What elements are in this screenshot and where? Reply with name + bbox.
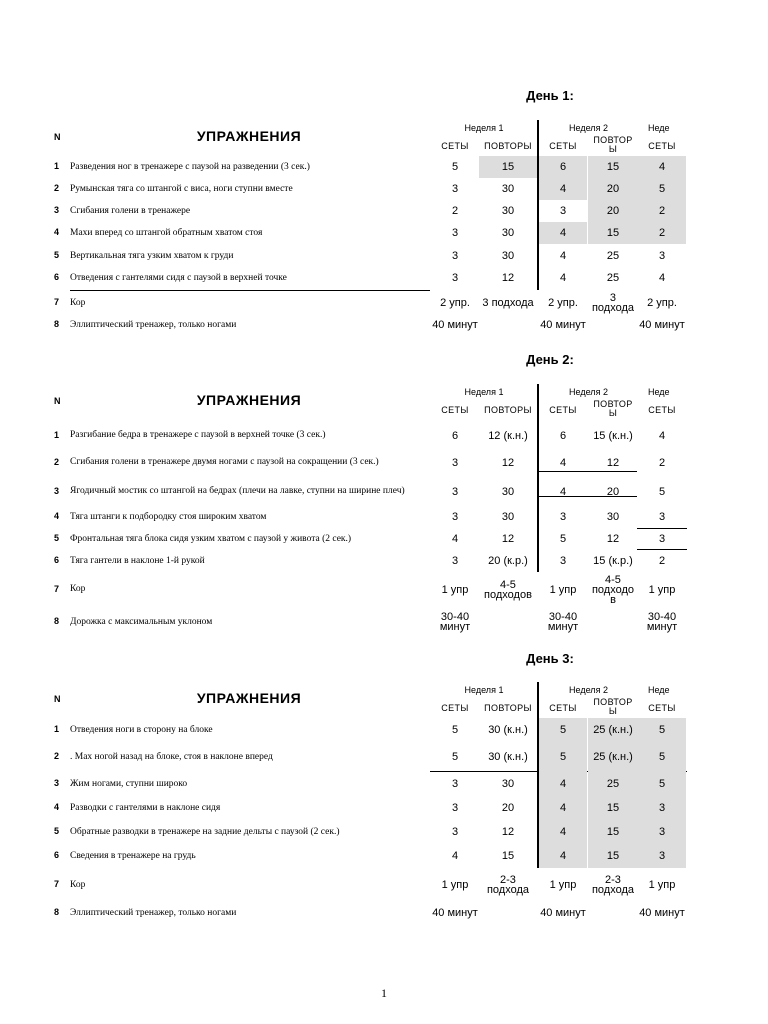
row-number: 5 [54,250,60,260]
week2-sets-cell: 4 [539,796,587,820]
week2-reps-cell: 30 [606,511,620,523]
column-header-week1-sets: СЕТЫ [441,703,469,713]
week-1-label: Неделя 1 [464,685,504,695]
week2-sets-cell: 4 [539,844,587,868]
week1-sets-cell: 3 [451,802,459,814]
week2-sets-cell: 4 [559,272,567,284]
week1-sets-cell: 30-40 минут [439,611,471,633]
week3-sets-cell: 3 [638,820,686,844]
week1-sets-cell: 5 [451,751,459,763]
week1-reps-cell: 30 [501,227,515,239]
week3-sets-cell: 5 [658,485,666,498]
exercise-row [0,868,768,902]
week2-reps-cell: 20 [588,178,638,200]
week1-sets-cell: 4 [451,850,459,862]
week1-reps-cell: 30 [501,485,515,498]
week1-sets-cell: 3 [451,826,459,838]
week3-sets-cell: 4 [658,429,666,442]
week1-reps-cell: 15 [479,156,537,178]
exercise-name: Отведения с гантелями сидя с паузой в верхней точке [70,273,287,283]
row-number: 7 [54,584,60,594]
week2-reps-cell: 25 (к.н.) [588,718,638,742]
row-number: 7 [54,879,60,889]
exercise-row [0,742,768,772]
week-1-label: Неделя 1 [464,387,504,397]
week3-sets-cell: 3 [638,796,686,820]
week2-sets-cell: 4 [559,250,567,262]
exercise-name: Махи вперед со штангой обратным хватом стоя [70,228,263,238]
day-1-title: День 1: [526,88,574,103]
exercise-name: Эллиптический тренажер, только ногами [70,320,237,330]
exercise-name: Обратные разводки в тренажере на задние дельты с паузой (2 сек.) [70,827,340,837]
row-number: 8 [54,319,60,329]
header-exercises-label: УПРАЖНЕНИЯ [196,690,302,706]
week1-sets-cell: 40 минут [432,907,478,919]
week3-sets-cell: 3 [658,533,666,545]
week-3-label: Неде [648,387,670,397]
exercise-row [0,477,768,506]
exercise-name: Сведения в тренажере на грудь [70,851,196,861]
exercise-name: . Мах ногой назад на блоке, стоя в наклоне вперед [70,752,273,762]
week2-sets-cell: 4 [539,772,587,796]
row-number: 3 [54,486,60,496]
week2-sets-cell: 4 [559,456,567,469]
week1-reps-cell: 2-3 подхода [486,874,530,896]
week2-sets-cell: 6 [559,429,567,442]
week1-sets-cell: 3 [451,183,459,195]
week1-sets-cell: 3 [451,778,459,790]
week1-reps-cell: 30 [501,183,515,195]
row-number: 6 [54,272,60,282]
row-number: 2 [54,751,60,761]
week3-sets-cell: 3 [638,844,686,868]
week3-sets-cell: 5 [638,718,686,742]
exercise-row [0,178,768,200]
exercise-name: Отведения ноги в сторону на блоке [70,725,213,735]
week3-sets-cell: 4 [638,156,686,178]
week1-sets-cell: 5 [451,724,459,736]
week3-sets-cell: 1 упр [648,583,676,596]
week1-sets-cell: 6 [451,429,459,442]
week2-reps-cell: 25 [588,772,638,796]
week1-sets-cell: 4 [451,533,459,545]
row-number: 3 [54,778,60,788]
exercise-row [0,156,768,178]
week2-sets-cell: 40 минут [540,907,586,919]
week2-sets-cell: 6 [539,156,587,178]
week2-reps-cell: 15 [588,222,638,244]
week3-sets-cell: 2 упр. [647,297,677,309]
week2-reps-cell: 25 (к.н.) [588,742,638,772]
week1-reps-cell: 20 [501,802,515,814]
week2-sets-cell: 3 [559,555,567,567]
exercise-name: Тяга гантели в наклоне 1-й рукой [70,556,205,566]
week1-reps-cell: 12 [501,272,515,284]
exercise-name: Эллиптический тренажер, только ногами [70,908,237,918]
week2-reps-cell: 4-5 подходо в [591,573,635,606]
week1-sets-cell: 3 [451,272,459,284]
week1-reps-cell: 4-5 подходов [484,578,532,601]
week3-sets-cell: 5 [638,742,686,772]
column-header-week1-reps: ПОВТОРЫ [484,405,532,415]
day-2-title: День 2: [526,352,574,367]
week1-reps-cell: 12 [501,826,515,838]
week3-sets-cell: 5 [638,772,686,796]
week2-reps-cell: 20 [588,200,638,222]
exercise-name: Жим ногами, ступни широко [70,779,188,789]
week1-sets-cell: 2 упр. [440,297,470,309]
row-number: 4 [54,511,60,521]
exercise-row [0,718,768,742]
column-header-week3-sets: СЕТЫ [648,405,676,415]
week-2-label: Неделя 2 [569,685,608,695]
exercise-name: Разведения ног в тренажере с паузой на разведении (3 сек.) [70,162,310,172]
week1-sets-cell: 3 [451,250,459,262]
column-header-week2-reps: ПОВТОР Ы [593,135,633,154]
column-header-week1-reps: ПОВТОРЫ [484,141,532,151]
week1-reps-cell: 20 (к.р.) [488,555,528,567]
week1-reps-cell: 30 (к.н.) [488,751,528,763]
week3-sets-cell: 30-40 минут [646,611,678,633]
exercise-name: Сгибания голени в тренажере двумя ногами с паузой на сокращении (3 сек.) [70,457,379,467]
column-header-week2-sets: СЕТЫ [549,405,577,415]
row-number: 5 [54,533,60,543]
exercise-name: Кор [70,880,86,890]
week1-sets-cell: 5 [451,161,459,173]
exercise-name: Ягодичный мостик со штангой на бедрах (плечи на лавке, ступни на ширине плеч) [70,486,405,496]
row-number: 8 [54,907,60,917]
week1-reps-cell: 12 (к.н.) [488,429,528,442]
row-number: 2 [54,183,60,193]
week2-reps-cell [588,902,638,924]
week1-sets-cell: 3 [451,511,459,523]
week1-reps-cell: 30 (к.н.) [488,724,528,736]
week2-sets-cell: 1 упр [549,583,577,596]
exercise-row [0,605,768,639]
week3-sets-cell: 5 [638,178,686,200]
week2-reps-cell: 12 [606,456,620,469]
exercise-name: Тяга штанги к подбородку стоя широким хватом [70,512,267,522]
week2-reps-cell [588,605,638,639]
exercise-name: Разводки с гантелями в наклоне сидя [70,803,221,813]
week-3-label: Неде [648,123,670,133]
row-number: 7 [54,297,60,307]
week2-reps-cell: 25 [606,250,620,262]
week-1-label: Неделя 1 [464,123,504,133]
week1-sets-cell: 1 упр [441,879,469,891]
exercise-row [0,200,768,222]
exercise-row [0,796,768,820]
week2-sets-cell: 4 [539,820,587,844]
week1-reps-cell [479,605,537,639]
row-number: 5 [54,826,60,836]
row-number: 6 [54,555,60,565]
week1-reps-cell: 30 [501,205,515,217]
week3-sets-cell: 40 минут [639,907,685,919]
exercise-name: Кор [70,298,86,308]
week1-sets-cell: 3 [451,456,459,469]
week-3-label: Неде [648,685,670,695]
header-n-label: N [54,694,61,704]
exercise-name: Сгибания голени в тренажере [70,206,191,216]
row-number: 6 [54,850,60,860]
exercise-row [0,772,768,796]
row-number: 3 [54,205,60,215]
column-header-week2-reps: ПОВТОР Ы [593,697,633,716]
week2-reps-cell: 12 [606,533,620,545]
week1-reps-cell [479,315,537,335]
week2-sets-cell: 40 минут [540,319,586,331]
exercise-name: Вертикальная тяга узким хватом к груди [70,251,234,261]
week1-sets-cell: 3 [451,227,459,239]
exercise-row [0,267,768,289]
exercise-row [0,574,768,605]
week3-sets-cell: 2 [638,200,686,222]
week3-sets-cell: 3 [658,511,666,523]
week2-reps-cell: 15 (к.н.) [593,429,633,442]
week2-reps-cell: 25 [606,272,620,284]
week-2-label: Неделя 2 [569,387,608,397]
exercise-row [0,423,768,448]
week1-sets-cell: 3 [451,485,459,498]
row-number: 8 [54,616,60,626]
week2-sets-cell: 2 упр. [548,297,578,309]
day-3-title: День 3: [526,651,574,666]
column-header-week1-sets: СЕТЫ [441,405,469,415]
exercise-row [0,902,768,924]
week2-sets-cell: 1 упр [549,879,577,891]
row-number: 2 [54,457,60,467]
header-n-label: N [54,396,61,406]
week2-reps-cell: 15 [588,820,638,844]
week3-sets-cell: 2 [658,456,666,469]
week3-sets-cell: 2 [638,222,686,244]
week2-sets-cell: 5 [539,718,587,742]
week3-sets-cell: 1 упр [648,879,676,891]
week2-reps-cell [588,315,638,335]
week1-reps-cell: 30 [501,778,515,790]
exercise-row [0,291,768,315]
column-header-week2-sets: СЕТЫ [549,141,577,151]
column-header-week2-reps: ПОВТОР Ы [593,399,633,418]
week3-sets-cell: 4 [658,272,666,284]
header-n-label: N [54,132,61,142]
exercise-name: Разгибание бедра в тренажере с паузой в верхней точке (3 сек.) [70,430,326,440]
week2-sets-cell: 30-40 минут [547,611,579,633]
column-header-week1-sets: СЕТЫ [441,141,469,151]
row-number: 4 [54,802,60,812]
week1-reps-cell: 12 [501,533,515,545]
header-exercises-label: УПРАЖНЕНИЯ [196,392,302,408]
column-header-week2-sets: СЕТЫ [549,703,577,713]
week1-reps-cell: 30 [501,250,515,262]
column-header-week3-sets: СЕТЫ [648,703,676,713]
header-exercises-label: УПРАЖНЕНИЯ [196,128,302,144]
week1-sets-cell: 2 [451,205,459,217]
page-number: 1 [381,986,387,1000]
exercise-row [0,448,768,477]
column-header-week1-reps: ПОВТОРЫ [484,703,532,713]
week1-sets-cell: 40 минут [432,319,478,331]
week3-sets-cell: 3 [658,250,666,262]
week2-reps-cell: 20 [606,485,620,498]
week2-sets-cell: 3 [559,511,567,523]
row-number: 1 [54,161,60,171]
exercise-row [0,550,768,572]
week2-reps-cell: 15 [588,796,638,820]
exercise-row [0,222,768,244]
row-number: 4 [54,227,60,237]
exercise-name: Фронтальная тяга блока сидя узким хватом с паузой у живота (2 сек.) [70,534,352,544]
week1-reps-cell: 3 подхода [482,297,534,309]
week2-reps-cell: 15 [588,844,638,868]
week1-sets-cell: 3 [451,555,459,567]
week2-sets-cell: 4 [559,485,567,498]
exercise-row [0,844,768,868]
week2-sets-cell: 3 [559,205,567,217]
exercise-name: Дорожка с максимальным уклоном [70,617,213,627]
column-header-week3-sets: СЕТЫ [648,141,676,151]
week1-reps-cell [479,902,537,924]
exercise-row [0,820,768,844]
week1-reps-cell: 30 [501,511,515,523]
exercise-row [0,506,768,528]
week2-reps-cell: 15 (к.р.) [593,555,633,567]
row-number: 1 [54,430,60,440]
week2-sets-cell: 4 [539,222,587,244]
week-2-label: Неделя 2 [569,123,608,133]
week1-reps-cell: 12 [501,456,515,469]
exercise-row [0,315,768,335]
week2-sets-cell: 4 [539,178,587,200]
week2-reps-cell: 15 [588,156,638,178]
exercise-name: Кор [70,584,86,594]
week3-sets-cell: 40 минут [639,319,685,331]
week2-sets-cell: 5 [539,742,587,772]
exercise-row [0,528,768,550]
exercise-name: Румынская тяга со штангой с виса, ноги ступни вместе [70,184,293,194]
week2-reps-cell: 2-3 подхода [591,874,635,896]
week2-reps-cell: 3 подхода [591,292,635,314]
week3-sets-cell: 2 [658,555,666,567]
week1-sets-cell: 1 упр [441,583,469,596]
exercise-row [0,245,768,267]
row-number: 1 [54,724,60,734]
week1-reps-cell: 15 [501,850,515,862]
week2-sets-cell: 5 [559,533,567,545]
